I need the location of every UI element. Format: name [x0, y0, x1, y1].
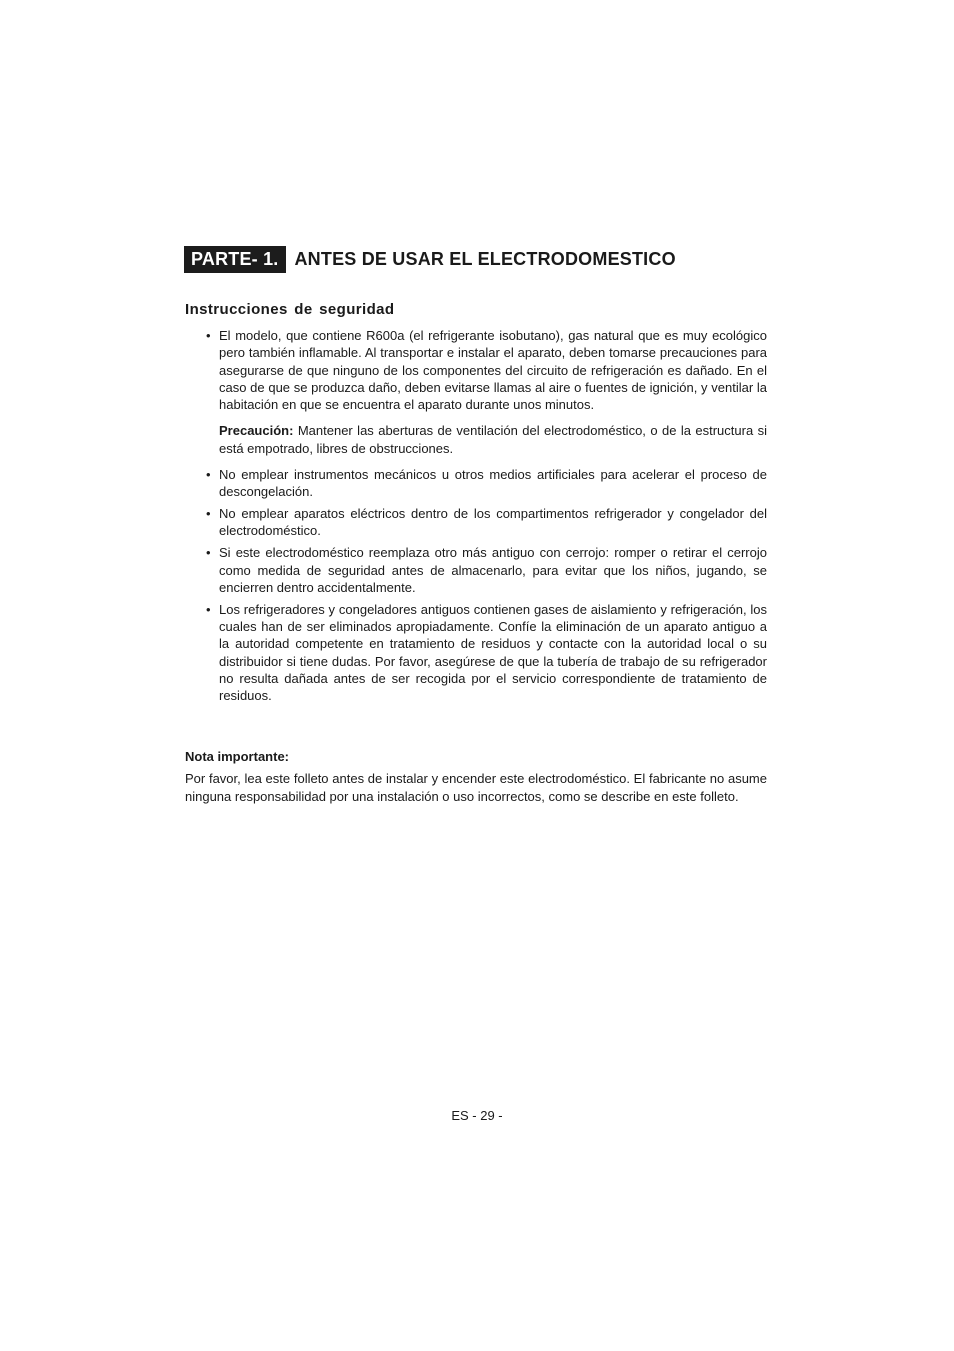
list-item [204, 505, 767, 540]
part-heading [184, 245, 784, 273]
page-number: ES - 29 - [451, 1108, 503, 1123]
caution-text: Mantener las aberturas de ventilación del electrodoméstico, o de la estructura si está empotrado, libres de obstrucciones. [219, 423, 767, 456]
note-title: Nota importante: [185, 749, 289, 764]
bullet-marker: • [206, 328, 211, 343]
section-title: Instrucciones de seguridad [185, 301, 395, 318]
bullet-marker: • [206, 601, 211, 617]
bullet-marker: • [206, 545, 211, 561]
list-item [204, 544, 767, 596]
bullet-text: Los refrigeradores y congeladores antiguos contienen gases de aislamiento y refrigeración, los cuales han de ser eliminados apropiadamente. Confíe la eliminación de un aparato antiguo a la autoridad competente en tratamiento de residuos y contacte con la autoridad local o su distribuidor si tiene dudas. Por favor, asegúrese de que la tubería de trabajo de su refrigerador no resulta dañada antes de ser recogida por el servicio correspondiente de tratamiento de residuos. [219, 601, 767, 704]
list-item [204, 327, 767, 413]
bullet-text: No emplear instrumentos mecánicos u otros medios artificiales para acelerar el proceso de descongelación. [219, 467, 767, 500]
bullet-text: No emplear aparatos eléctricos dentro de los compartimentos refrigerador y congelador del electrodoméstico. [219, 506, 767, 539]
safety-list [204, 327, 767, 709]
caution-label: Precaución: [219, 423, 294, 439]
bullet-marker: • [206, 467, 211, 483]
bullet-marker: • [206, 506, 211, 522]
part-title: ANTES DE USAR EL ELECTRODOMESTICO [294, 249, 676, 269]
bullet-text: El modelo, que contiene R600a (el refrigerante isobutano), gas natural que es muy ecológico pero también inflamable. Al transportar e instalar el aparato, deben tomarse precauciones para asegurarse de que ninguno de los componentes del circuito de refrigeración es dañado. En el caso de que se produzca daño, deben evitarse llamas al aire o fuentes de ignición, y ventilar la habitación en que se encuentra el aparato durante unos minutos. [219, 328, 767, 413]
list-item [204, 601, 767, 705]
bullet-text: Si este electrodoméstico reemplaza otro más antiguo con cerrojo: romper o retirar el cerrojo como medida de seguridad antes de almacenarlo, para evitar que los niños, jugando, se encierren dentro accidentalmente. [219, 545, 767, 595]
caution-note [204, 422, 767, 457]
list-item [204, 466, 767, 501]
part-label: PARTE- 1. [184, 246, 286, 273]
note-body: Por favor, lea este folleto antes de instalar y encender este electrodoméstico. El fabricante no asume ninguna responsabilidad por una instalación o uso incorrectos, como se describe en este folleto. [185, 771, 767, 804]
